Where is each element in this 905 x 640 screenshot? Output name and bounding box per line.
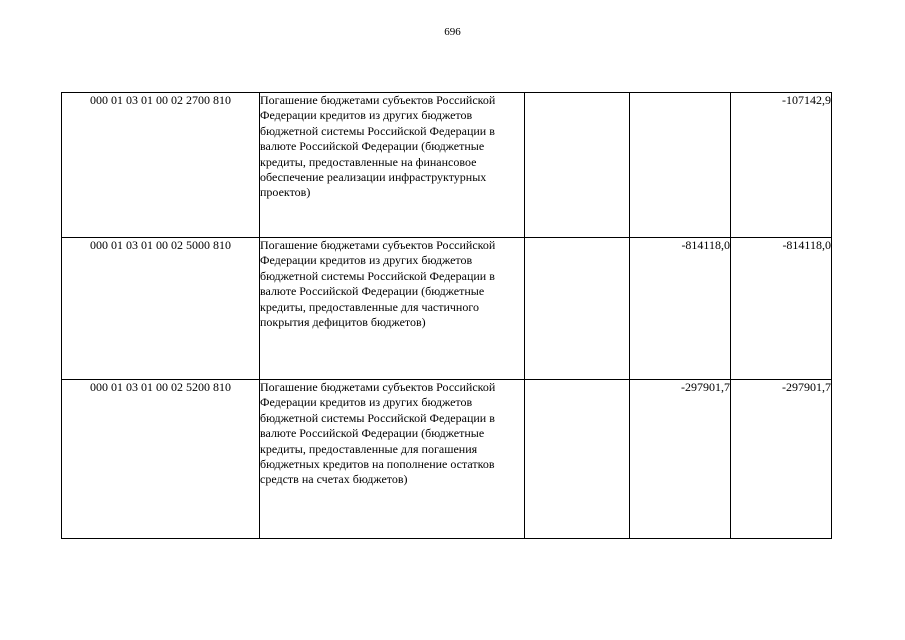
amount-cell-1 — [525, 238, 630, 380]
amount-cell-3: -814118,0 — [731, 238, 832, 380]
amount-cell-3: -297901,7 — [731, 380, 832, 539]
table-row — [62, 238, 832, 380]
budget-code-cell: 000 01 03 01 00 02 2700 810 — [62, 93, 260, 238]
table-row — [62, 380, 832, 539]
description-cell: Погашение бюджетами субъектов Российской Федерации кредитов из других бюджетов бюджетной системы Российской Федерации в валюте Российской Федерации (бюджетные кредиты, предоставленные для частичного покрытия дефицитов бюджетов) — [260, 238, 525, 380]
budget-code-cell: 000 01 03 01 00 02 5000 810 — [62, 238, 260, 380]
budget-code-cell: 000 01 03 01 00 02 5200 810 — [62, 380, 260, 539]
amount-cell-2: -297901,7 — [630, 380, 731, 539]
description-cell: Погашение бюджетами субъектов Российской Федерации кредитов из других бюджетов бюджетной системы Российской Федерации в валюте Российской Федерации (бюджетные кредиты, предоставленные для погашения бюджетных кредитов на пополнение остатков средств на счетах бюджетов) — [260, 380, 525, 539]
table-row — [62, 93, 832, 238]
amount-cell-1 — [525, 380, 630, 539]
amount-cell-1 — [525, 93, 630, 238]
page-number: 696 — [444, 26, 461, 38]
amount-cell-3: -107142,9 — [731, 93, 832, 238]
budget-table — [61, 92, 832, 539]
amount-cell-2 — [630, 93, 731, 238]
description-cell: Погашение бюджетами субъектов Российской Федерации кредитов из других бюджетов бюджетной системы Российской Федерации в валюте Российской Федерации (бюджетные кредиты, предоставленные на финансовое обеспечение реализации инфраструктурных проектов) — [260, 93, 525, 238]
amount-cell-2: -814118,0 — [630, 238, 731, 380]
